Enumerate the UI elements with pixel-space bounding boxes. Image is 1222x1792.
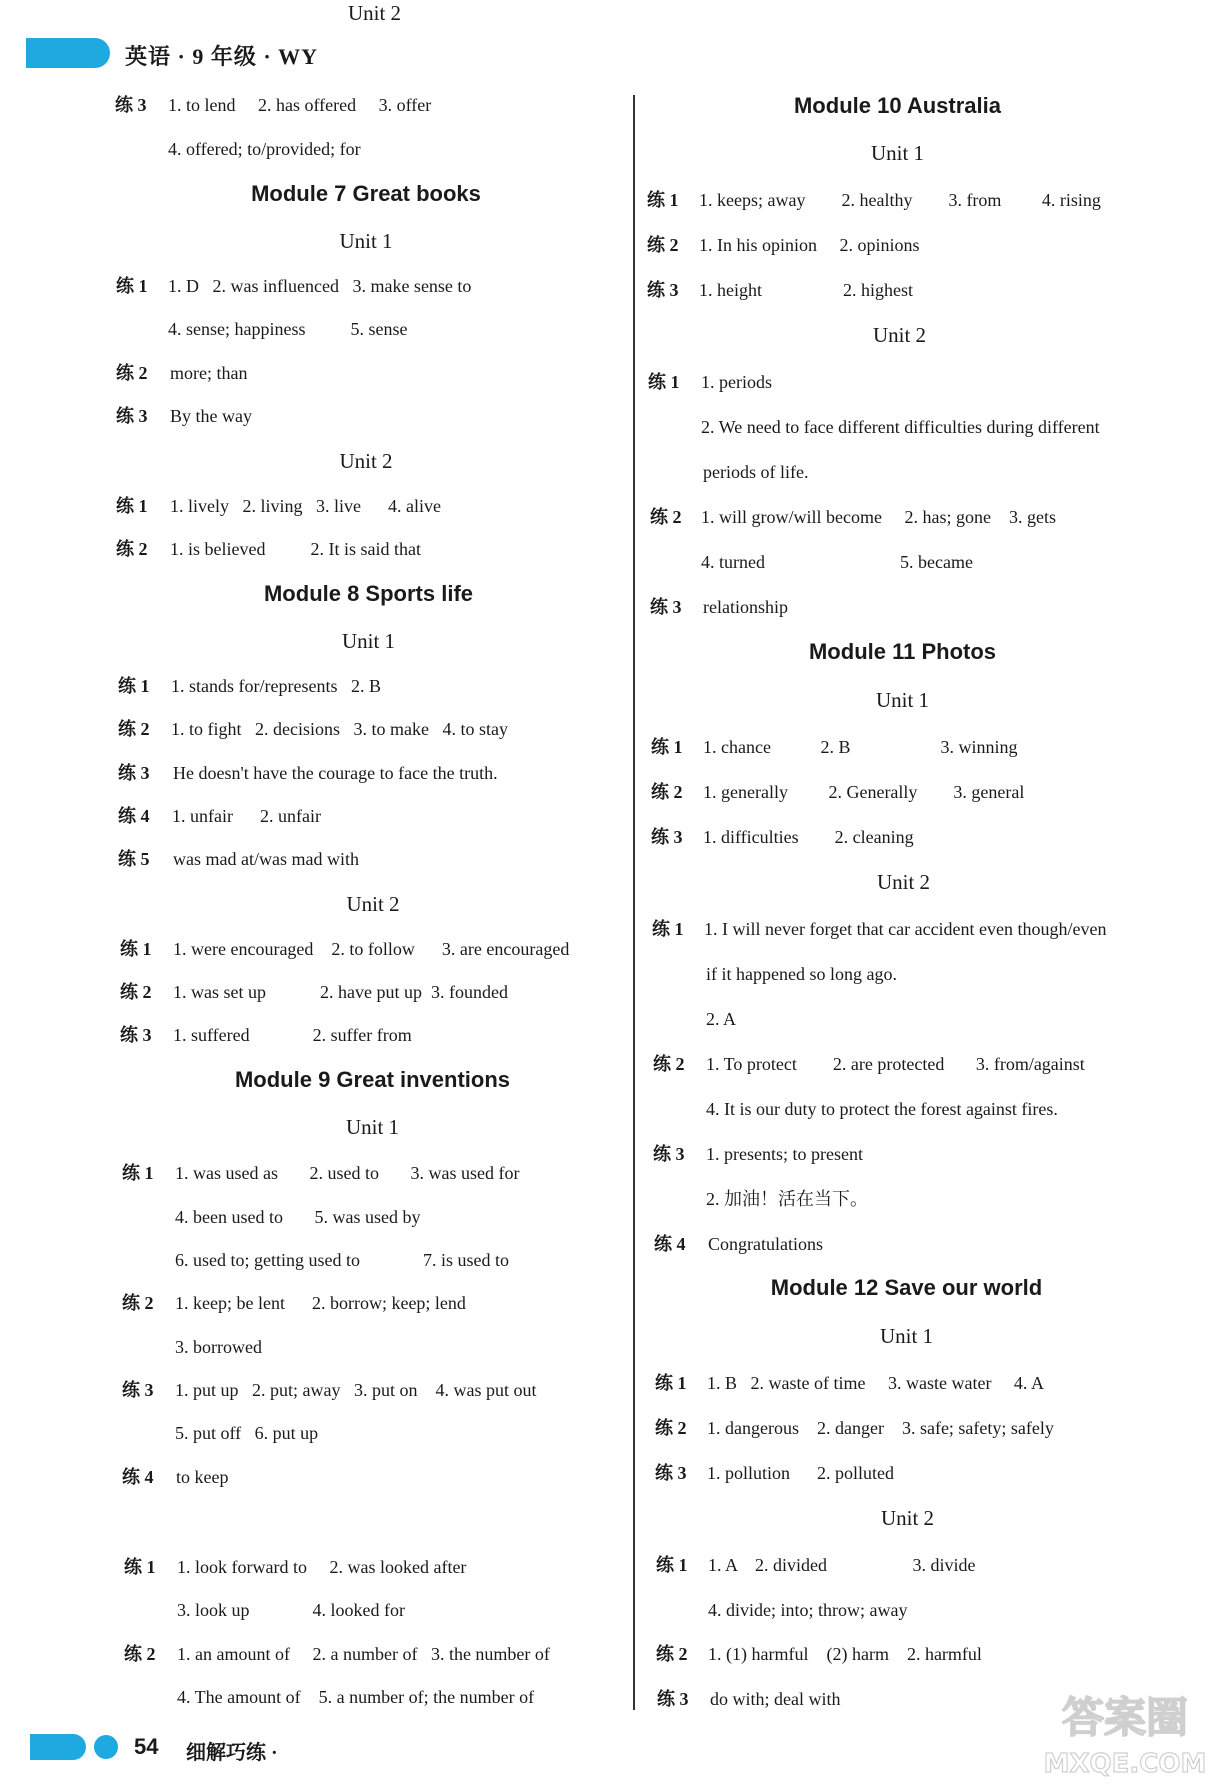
answer-line: more; than: [170, 363, 248, 383]
exercise-label: 练 1: [116, 276, 148, 296]
answer-line: He doesn't have the courage to face the truth.: [173, 763, 498, 783]
answer-line: 6. used to; getting used to 7. is used to: [175, 1250, 509, 1270]
answer-line: 1. D 2. was influenced 3. make sense to: [168, 276, 472, 296]
unit-heading: Unit 2: [872, 323, 927, 347]
module-heading: Module 11 Photos: [808, 639, 997, 664]
answer-line: to keep: [176, 1467, 229, 1487]
exercise-label: 练 1: [120, 939, 152, 959]
unit-heading: Unit 1: [870, 141, 925, 165]
exercise-label: 练 3: [120, 1025, 152, 1045]
module-heading: Module 9 Great inventions: [234, 1067, 511, 1092]
answer-line: 4. The amount of 5. a number of; the number of: [177, 1687, 535, 1707]
answer-line: 1. an amount of 2. a number of 3. the number of: [177, 1644, 550, 1664]
answer-line: do with; deal with: [710, 1689, 841, 1709]
exercise-label: 练 4: [654, 1234, 686, 1254]
answer-line: 1. keeps; away 2. healthy 3. from 4. rising: [699, 190, 1101, 210]
exercise-label: 练 1: [116, 496, 148, 516]
exercise-label: 练 2: [655, 1418, 687, 1438]
answer-line: 1. I will never forget that car accident even though/even: [704, 919, 1107, 939]
answer-line: 1. B 2. waste of time 3. waste water 4. A: [707, 1373, 1044, 1393]
watermark-logo: [1040, 1682, 1210, 1782]
answer-line: Congratulations: [708, 1234, 823, 1254]
answer-line: relationship: [703, 597, 788, 617]
exercise-label: 练 3: [118, 763, 150, 783]
answer-line: periods of life.: [703, 462, 809, 482]
answer-line: 1. will grow/will become 2. has; gone 3. gets: [701, 507, 1056, 527]
exercise-label: 练 3: [115, 95, 147, 115]
answer-line: 2. We need to face different difficulties during different: [701, 417, 1100, 437]
module-heading: Module 12 Save our world: [770, 1275, 1043, 1300]
unit-heading: Unit 1: [341, 629, 396, 653]
header-accent-bar: [26, 38, 110, 68]
page-number: 54: [134, 1734, 159, 1759]
answer-line: 1. (1) harmful (2) harm 2. harmful: [708, 1644, 982, 1664]
exercise-label: 练 3: [650, 597, 682, 617]
answer-line: 1. difficulties 2. cleaning: [703, 827, 914, 847]
answer-line: 1. keep; be lent 2. borrow; keep; lend: [175, 1293, 466, 1313]
exercise-label: 练 3: [647, 280, 679, 300]
answer-line: By the way: [170, 406, 252, 426]
column-divider: [633, 95, 635, 1710]
exercise-label: 练 2: [116, 363, 148, 383]
exercise-label: 练 3: [651, 827, 683, 847]
answer-line: 1. unfair 2. unfair: [172, 806, 321, 826]
unit-heading: Unit 2: [347, 1, 402, 25]
exercise-label: 练 1: [651, 737, 683, 757]
answer-line: 1. was used as 2. used to 3. was used for: [175, 1163, 520, 1183]
exercise-label: 练 5: [118, 849, 150, 869]
exercise-label: 练 2: [656, 1644, 688, 1664]
watermark-text-bottom: MXQE.COM: [1043, 1749, 1207, 1779]
answer-line: 4. divide; into; throw; away: [708, 1600, 908, 1620]
footer-accent-dot: [94, 1735, 118, 1759]
watermark-text-top: 答案圈: [1061, 1693, 1189, 1742]
exercise-label: 练 2: [116, 539, 148, 559]
answer-line: 1. generally 2. Generally 3. general: [703, 782, 1025, 802]
exercise-label: 练 2: [124, 1644, 156, 1664]
exercise-label: 练 1: [647, 190, 679, 210]
answer-line: 1. lively 2. living 3. live 4. alive: [170, 496, 441, 516]
answer-line: 5. put off 6. put up: [175, 1423, 319, 1443]
exercise-label: 练 3: [653, 1144, 685, 1164]
exercise-label: 练 2: [650, 507, 682, 527]
unit-heading: Unit 1: [339, 229, 393, 253]
answer-line: 1. periods: [701, 372, 772, 392]
exercise-label: 练 1: [656, 1555, 688, 1575]
unit-heading: Unit 2: [876, 870, 931, 894]
answer-line: was mad at/was mad with: [173, 849, 359, 869]
answer-line: 2. A: [706, 1009, 737, 1029]
answer-line: 1. to fight 2. decisions 3. to make 4. to stay: [171, 719, 508, 739]
answer-line: 4. been used to 5. was used by: [175, 1207, 421, 1227]
exercise-label: 练 3: [116, 406, 148, 426]
exercise-label: 练 4: [118, 806, 150, 826]
module-heading: Module 10 Australia: [793, 93, 1001, 118]
exercise-label: 练 2: [651, 782, 683, 802]
unit-heading: Unit 1: [345, 1115, 400, 1139]
exercise-label: 练 2: [118, 719, 150, 739]
answer-line: 4. offered; to/provided; for: [168, 139, 361, 159]
answer-line: if it happened so long ago.: [706, 964, 897, 984]
exercise-label: 练 3: [657, 1689, 689, 1709]
unit-heading: Unit 2: [346, 892, 400, 916]
answer-line: 1. to lend 2. has offered 3. offer: [168, 95, 432, 115]
footer-accent-bar: [30, 1734, 86, 1760]
page-header-title: 英语 · 9 年级 · WY: [125, 44, 319, 69]
answer-line: 1. suffered 2. suffer from: [173, 1025, 412, 1045]
exercise-label: 练 2: [122, 1293, 154, 1313]
answer-line: 1. put up 2. put; away 3. put on 4. was put out: [175, 1380, 537, 1400]
answer-line: 1. A 2. divided 3. divide: [708, 1555, 976, 1575]
exercise-label: 练 3: [655, 1463, 687, 1483]
unit-heading: Unit 1: [879, 1324, 934, 1348]
answer-line: 2. 加油！活在当下。: [706, 1189, 868, 1209]
exercise-label: 练 1: [652, 919, 684, 939]
module-heading: Module 7 Great books: [251, 181, 481, 206]
answer-line: 1. chance 2. B 3. winning: [703, 737, 1018, 757]
answer-line: 1. were encouraged 2. to follow 3. are encouraged: [173, 939, 570, 959]
answer-line: 4. It is our duty to protect the forest against fires.: [706, 1099, 1058, 1119]
answer-line: 4. sense; happiness 5. sense: [168, 319, 408, 339]
answer-line: 1. In his opinion 2. opinions: [699, 235, 920, 255]
answer-line: 1. height 2. highest: [699, 280, 913, 300]
exercise-label: 练 2: [120, 982, 152, 1002]
exercise-label: 练 1: [122, 1163, 154, 1183]
exercise-label: 练 2: [647, 235, 679, 255]
answer-line: 1. is believed 2. It is said that: [170, 539, 421, 559]
exercise-label: 练 2: [653, 1054, 685, 1074]
module-heading: Module 8 Sports life: [263, 581, 474, 606]
answer-line: 3. borrowed: [175, 1337, 262, 1357]
exercise-label: 练 3: [122, 1380, 154, 1400]
exercise-label: 练 4: [122, 1467, 154, 1487]
unit-heading: Unit 1: [875, 688, 930, 712]
unit-heading: Unit 2: [880, 1506, 935, 1530]
answer-line: 4. turned 5. became: [701, 552, 973, 572]
answer-line: 1. dangerous 2. danger 3. safe; safety; safely: [707, 1418, 1054, 1438]
answer-line: 3. look up 4. looked for: [177, 1600, 405, 1620]
exercise-label: 练 1: [118, 676, 150, 696]
unit-heading: Unit 2: [339, 449, 393, 473]
answer-line: 1. pollution 2. polluted: [707, 1463, 894, 1483]
answer-line: 1. stands for/represents 2. B: [171, 676, 381, 696]
footer-series-name: 细解巧练 ·: [186, 1742, 278, 1764]
exercise-label: 练 1: [648, 372, 680, 392]
exercise-label: 练 1: [655, 1373, 687, 1393]
answer-line: 1. look forward to 2. was looked after: [177, 1557, 467, 1577]
answer-line: 1. presents; to present: [706, 1144, 863, 1164]
answer-line: 1. was set up 2. have put up 3. founded: [173, 982, 508, 1002]
answer-line: 1. To protect 2. are protected 3. from/against: [706, 1054, 1085, 1074]
exercise-label: 练 1: [124, 1557, 156, 1577]
